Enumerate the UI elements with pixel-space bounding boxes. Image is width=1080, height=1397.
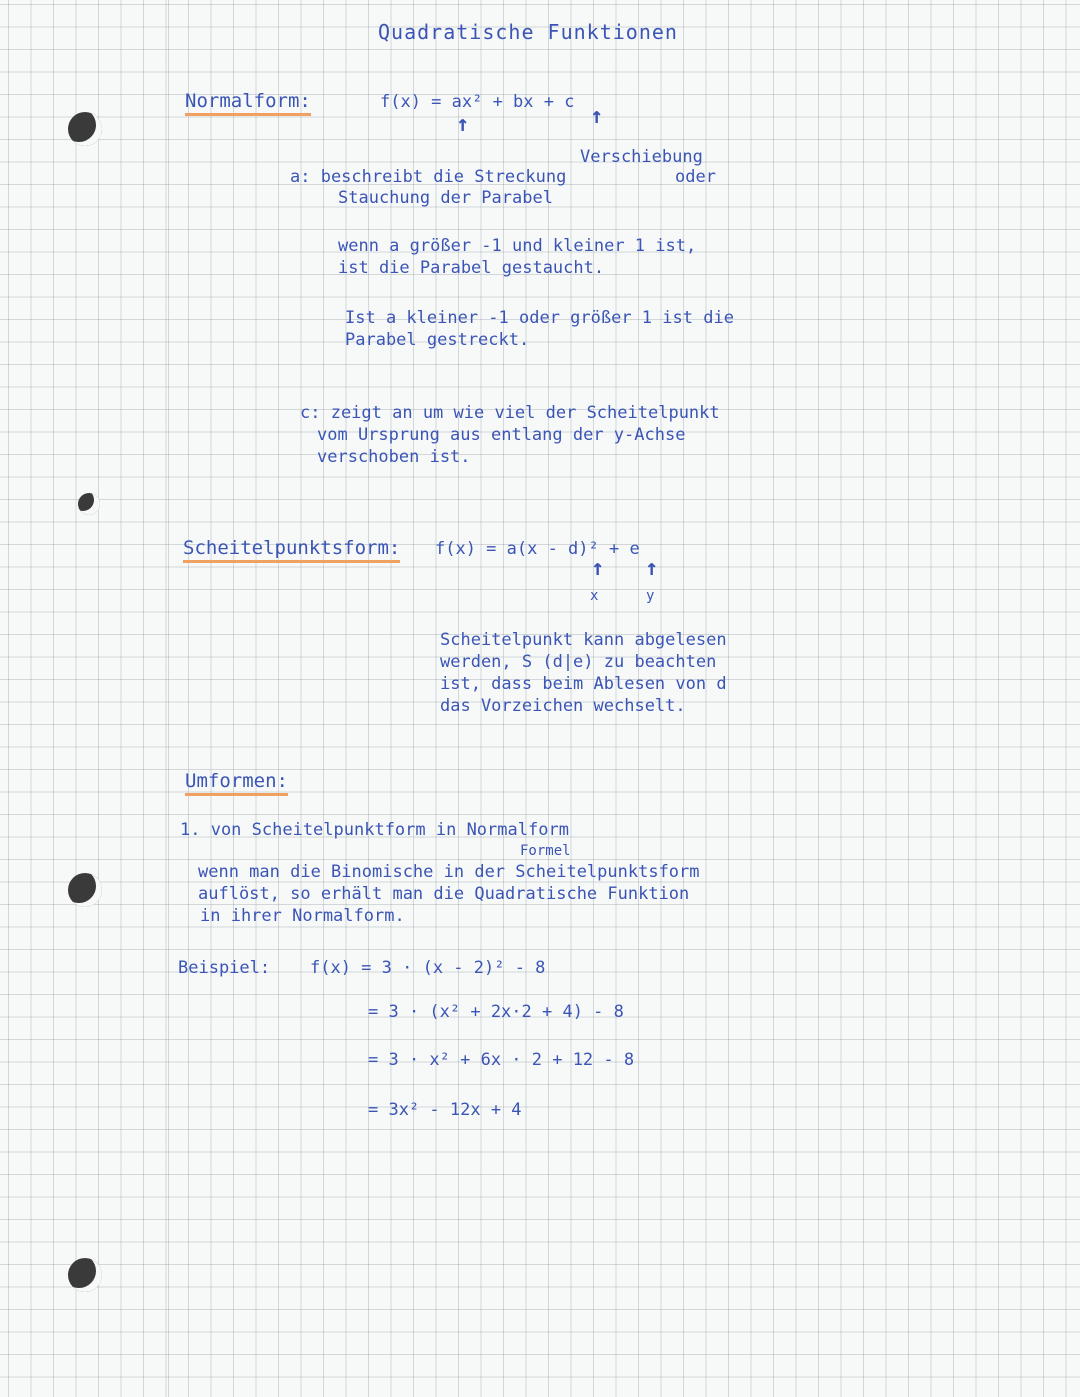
scheitelpunktform-formula: f(x) = a(x - d)² + e <box>435 539 640 559</box>
c-description-line3: verschoben ist. <box>317 447 471 467</box>
beispiel-line1: f(x) = 3 · (x - 2)² - 8 <box>310 958 546 978</box>
binder-hole <box>68 1258 102 1292</box>
binder-hole <box>68 112 102 146</box>
beispiel-line3: = 3 · x² + 6x · 2 + 12 - 8 <box>368 1050 635 1070</box>
normalform-label: Normalform: <box>185 90 311 116</box>
x-label: x <box>590 588 599 604</box>
umformen-desc-line2: auflöst, so erhält man die Quadratische Funktion <box>198 884 690 904</box>
scheitelpunkt-note-line2: werden, S (d|e) zu beachten <box>440 652 717 672</box>
c-description-line1: c: zeigt an um wie viel der Scheitelpunkt <box>300 403 720 423</box>
scheitelpunkt-note-line4: das Vorzeichen wechselt. <box>440 696 686 716</box>
normalform-formula: f(x) = ax² + bx + c <box>380 92 575 112</box>
arrow-c-icon: ↑ <box>590 104 604 129</box>
umformen-step1-title: 1. von Scheitelpunktform in Normalform <box>180 820 569 840</box>
arrow-d-icon: ↑ <box>591 556 605 581</box>
formel-note: Formel <box>520 843 571 859</box>
umformen-desc-line1: wenn man die Binomische in der Scheitelpunktsform <box>198 862 700 882</box>
arrow-e-icon: ↑ <box>645 556 659 581</box>
verschiebung-text: Verschiebung <box>580 147 703 167</box>
beispiel-line4: = 3x² - 12x + 4 <box>368 1100 522 1120</box>
page-title: Quadratische Funktionen <box>378 20 678 44</box>
umformen-desc-line3: in ihrer Normalform. <box>200 906 405 926</box>
binder-hole <box>78 493 100 515</box>
umformen-label: Umformen: <box>185 770 288 796</box>
case2-line2: Parabel gestreckt. <box>345 330 530 350</box>
a-description-line2: Stauchung der Parabel <box>338 188 553 208</box>
arrow-a-icon: ↑ <box>456 112 470 137</box>
y-label: y <box>646 588 655 604</box>
scheitelpunkt-note-line3: ist, dass beim Ablesen von d <box>440 674 727 694</box>
beispiel-label: Beispiel: <box>178 958 271 978</box>
beispiel-line2: = 3 · (x² + 2x·2 + 4) - 8 <box>368 1002 624 1022</box>
case2-line1: Ist a kleiner -1 oder größer 1 ist die <box>345 308 734 328</box>
binder-hole <box>68 873 102 907</box>
margin-line <box>168 0 169 1397</box>
scheitelpunktform-label: Scheitelpunktsform: <box>183 537 400 563</box>
case1-line1: wenn a größer -1 und kleiner 1 ist, <box>338 236 697 256</box>
a-description-line1: a: beschreibt die Streckung <box>290 167 567 187</box>
c-description-line2: vom Ursprung aus entlang der y-Achse <box>317 425 686 445</box>
scheitelpunkt-note-line1: Scheitelpunkt kann abgelesen <box>440 630 727 650</box>
case1-line2: ist die Parabel gestaucht. <box>338 258 605 278</box>
oder-text: oder <box>675 167 716 187</box>
